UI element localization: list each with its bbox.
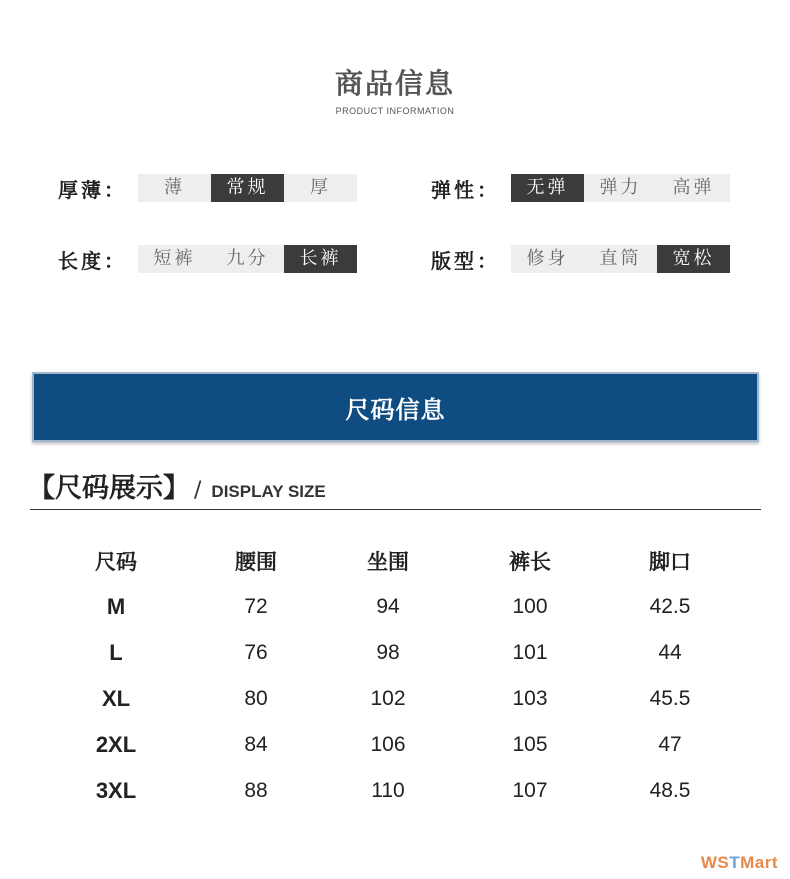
attr-length bbox=[58, 245, 357, 273]
cell-waist: 72 bbox=[244, 595, 268, 618]
option-long-pants: 长裤 bbox=[284, 245, 357, 273]
table-header-row bbox=[46, 538, 746, 584]
header-size: 尺码 bbox=[95, 550, 137, 574]
cell-size: XL bbox=[101, 686, 131, 711]
watermark-part: WS bbox=[700, 853, 730, 872]
cell-hip: 94 bbox=[376, 595, 400, 618]
product-info-subtitle: PRODUCT INFORMATION bbox=[335, 106, 455, 116]
cell-hem: 45.5 bbox=[649, 687, 691, 710]
watermark-part: T bbox=[729, 853, 741, 872]
option-regular: 常规 bbox=[211, 174, 284, 202]
cell-size: L bbox=[109, 640, 123, 665]
attr-label: 版型： bbox=[431, 248, 500, 273]
cell-size: 2XL bbox=[95, 732, 137, 757]
product-info-title: 商品信息 bbox=[334, 67, 455, 100]
cell-waist: 80 bbox=[244, 687, 268, 710]
cell-waist: 84 bbox=[244, 733, 268, 756]
heading-slash: / bbox=[194, 478, 202, 503]
attr-label: 弹性： bbox=[431, 177, 500, 202]
option-loose: 宽松 bbox=[657, 245, 730, 273]
attr-label: 长度： bbox=[58, 248, 127, 273]
attr-label: 厚薄： bbox=[58, 177, 127, 202]
option-thin: 薄 bbox=[164, 177, 185, 198]
cell-hip: 106 bbox=[370, 733, 406, 756]
option-slim: 修身 bbox=[526, 248, 569, 269]
header-hem: 脚口 bbox=[649, 550, 691, 574]
attr-thickness bbox=[58, 174, 357, 202]
table-row bbox=[46, 676, 746, 722]
header-waist: 腰围 bbox=[235, 550, 277, 574]
cell-length: 107 bbox=[512, 779, 548, 802]
cell-size: 3XL bbox=[95, 778, 137, 803]
watermark-part: Mart bbox=[740, 853, 778, 872]
cell-hip: 102 bbox=[370, 687, 406, 710]
cell-hem: 48.5 bbox=[649, 779, 691, 802]
attr-fit bbox=[431, 245, 730, 273]
cell-length: 105 bbox=[512, 733, 548, 756]
option-straight: 直筒 bbox=[599, 248, 642, 269]
attr-options bbox=[511, 174, 730, 202]
cell-waist: 88 bbox=[244, 779, 268, 802]
attr-options bbox=[138, 174, 357, 202]
table-row bbox=[46, 722, 746, 768]
cell-hip: 110 bbox=[371, 779, 405, 802]
option-no-stretch: 无弹 bbox=[511, 174, 584, 202]
size-info-banner bbox=[32, 372, 759, 442]
attr-options bbox=[511, 245, 730, 273]
option-stretch: 弹力 bbox=[599, 177, 642, 198]
option-high-stretch: 高弹 bbox=[672, 177, 715, 198]
cell-hem: 42.5 bbox=[649, 595, 691, 618]
attr-elasticity bbox=[431, 174, 730, 202]
display-size-heading bbox=[28, 466, 326, 504]
option-shorts: 短裤 bbox=[153, 248, 196, 269]
table-row bbox=[46, 768, 746, 814]
table-row bbox=[46, 630, 746, 676]
cell-hem: 44 bbox=[658, 641, 682, 664]
size-table bbox=[46, 538, 746, 814]
cell-waist: 76 bbox=[244, 641, 268, 664]
display-size-heading-en: DISPLAY SIZE bbox=[211, 482, 326, 501]
option-nine-tenths: 九分 bbox=[226, 248, 269, 269]
attr-options bbox=[138, 245, 357, 273]
watermark-logo bbox=[701, 853, 778, 873]
cell-size: M bbox=[106, 594, 126, 619]
cell-hem: 47 bbox=[658, 733, 682, 756]
cell-length: 103 bbox=[512, 687, 548, 710]
display-size-heading-zh: 【尺码展示】 bbox=[28, 473, 190, 504]
divider bbox=[30, 509, 761, 510]
option-thick: 厚 bbox=[310, 177, 331, 198]
cell-length: 100 bbox=[512, 595, 548, 618]
header-hip: 坐围 bbox=[367, 550, 409, 574]
header-length: 裤长 bbox=[509, 550, 551, 574]
size-info-banner-title: 尺码信息 bbox=[345, 395, 446, 424]
cell-hip: 98 bbox=[376, 641, 400, 664]
cell-length: 101 bbox=[512, 641, 548, 664]
table-row bbox=[46, 584, 746, 630]
